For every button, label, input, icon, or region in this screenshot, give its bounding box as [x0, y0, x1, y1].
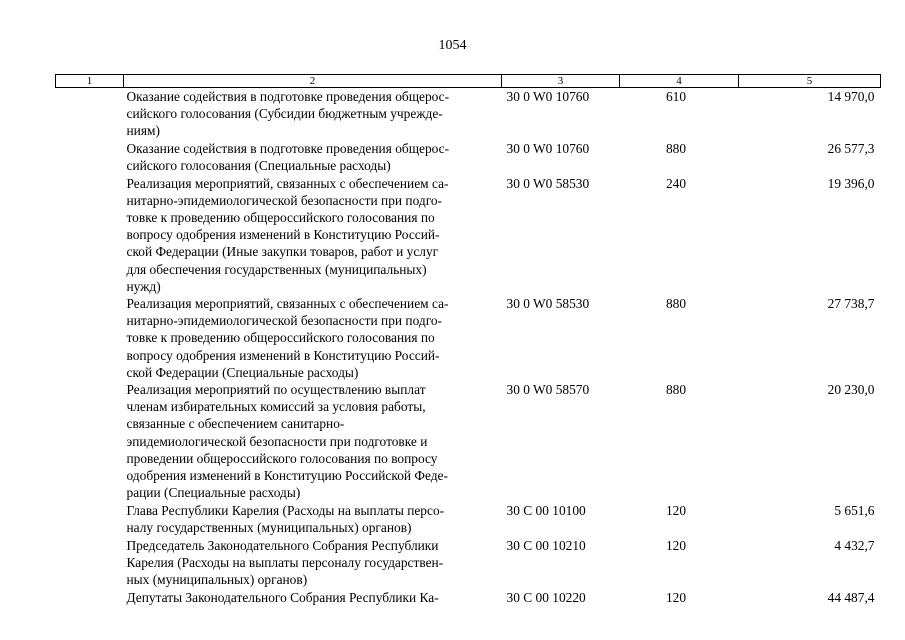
table-row	[56, 295, 881, 381]
column-header-3: 3	[502, 75, 620, 88]
row-code: 30 0 W0 10760	[506, 140, 590, 156]
row-expense-type: 880	[665, 140, 687, 156]
row-expense-type: 880	[665, 382, 687, 398]
row-code: 30 0 W0 58530	[506, 175, 590, 191]
row-description: Депутаты Законодательного Собрания Республики Ка-	[126, 590, 439, 606]
row-section-cell	[56, 175, 124, 295]
table-row	[56, 88, 881, 140]
row-amount: 14 970,0	[827, 89, 875, 104]
row-section-cell	[56, 88, 124, 140]
table-row	[56, 502, 881, 537]
row-section-cell	[56, 502, 124, 537]
table-row	[56, 381, 881, 502]
row-amount: 20 230,0	[827, 382, 875, 398]
row-description: Председатель Законодательного Собрания Республики Карелия (Расходы на выплаты персоналу государствен- ных (муниципальных) органов)	[126, 538, 444, 588]
row-amount: 19 396,0	[827, 175, 875, 191]
table-header	[56, 75, 881, 88]
row-amount: 26 577,3	[827, 140, 875, 156]
row-section-cell	[56, 381, 124, 502]
table-row	[56, 175, 881, 295]
row-section-cell	[56, 295, 124, 381]
budget-table	[55, 74, 881, 607]
page-number: 1054	[438, 38, 467, 53]
row-code: 30 0 W0 58570	[506, 382, 590, 398]
row-expense-type: 880	[665, 296, 687, 312]
row-section-cell	[56, 537, 124, 589]
row-code: 30 0 W0 10760	[506, 89, 590, 104]
column-header-1: 1	[56, 75, 124, 88]
row-description: Глава Республики Карелия (Расходы на выплаты персо- налу государственных (муниципальных) органов)	[126, 503, 445, 536]
column-header-5: 5	[739, 75, 881, 88]
row-amount: 5 651,6	[834, 503, 875, 519]
row-section-cell	[56, 589, 124, 607]
table-row	[56, 589, 881, 607]
row-code: 30 С 00 10100	[506, 503, 586, 519]
row-expense-type: 120	[665, 590, 687, 606]
row-code: 30 С 00 10220	[506, 590, 586, 606]
table-row	[56, 537, 881, 589]
row-expense-type: 120	[665, 503, 687, 519]
row-code: 30 0 W0 58530	[506, 296, 590, 312]
row-description: Оказание содействия в подготовке проведения общерос- сийского голосования (Субсидии бюджетным учрежде- ниям)	[126, 89, 450, 139]
row-expense-type: 610	[665, 89, 687, 104]
budget-table-container	[55, 74, 880, 607]
row-amount: 27 738,7	[827, 296, 875, 312]
row-description: Реализация мероприятий по осуществлению выплат членам избирательных комиссий за условия работы, связанные с обеспечением санитарно- эпидемиологической безопасности при подготовке и проведении общероссийского голосования по вопросу одобрения изменений в Конституцию Российской Феде- рации (Специальные расходы)	[126, 382, 448, 501]
column-header-2: 2	[124, 75, 502, 88]
row-description: Реализация мероприятий, связанных с обеспечением са- нитарно-эпидемиологической безопасности при подго- товке к проведению общероссийского голосования по вопросу одобрения изменений в Конституцию Россий- ской Федерации (Иные закупки товаров, работ и услуг для обеспечения государственных (муниципальных) нужд)	[126, 175, 449, 294]
column-header-4: 4	[620, 75, 739, 88]
row-amount: 44 487,4	[827, 590, 875, 606]
table-row	[56, 140, 881, 175]
row-expense-type: 120	[665, 538, 687, 554]
row-description: Реализация мероприятий, связанных с обеспечением са- нитарно-эпидемиологической безопасности при подго- товке к проведению общероссийского голосования по вопросу одобрения изменений в Конституцию Россий- ской Федерации (Специальные расходы)	[126, 296, 449, 380]
row-code: 30 С 00 10210	[506, 538, 586, 554]
row-amount: 4 432,7	[834, 538, 875, 554]
column-number-row	[56, 75, 881, 88]
table-body	[56, 88, 881, 608]
row-section-cell	[56, 140, 124, 175]
row-expense-type: 240	[665, 175, 687, 191]
row-description: Оказание содействия в подготовке проведения общерос- сийского голосования (Специальные расходы)	[126, 140, 450, 173]
